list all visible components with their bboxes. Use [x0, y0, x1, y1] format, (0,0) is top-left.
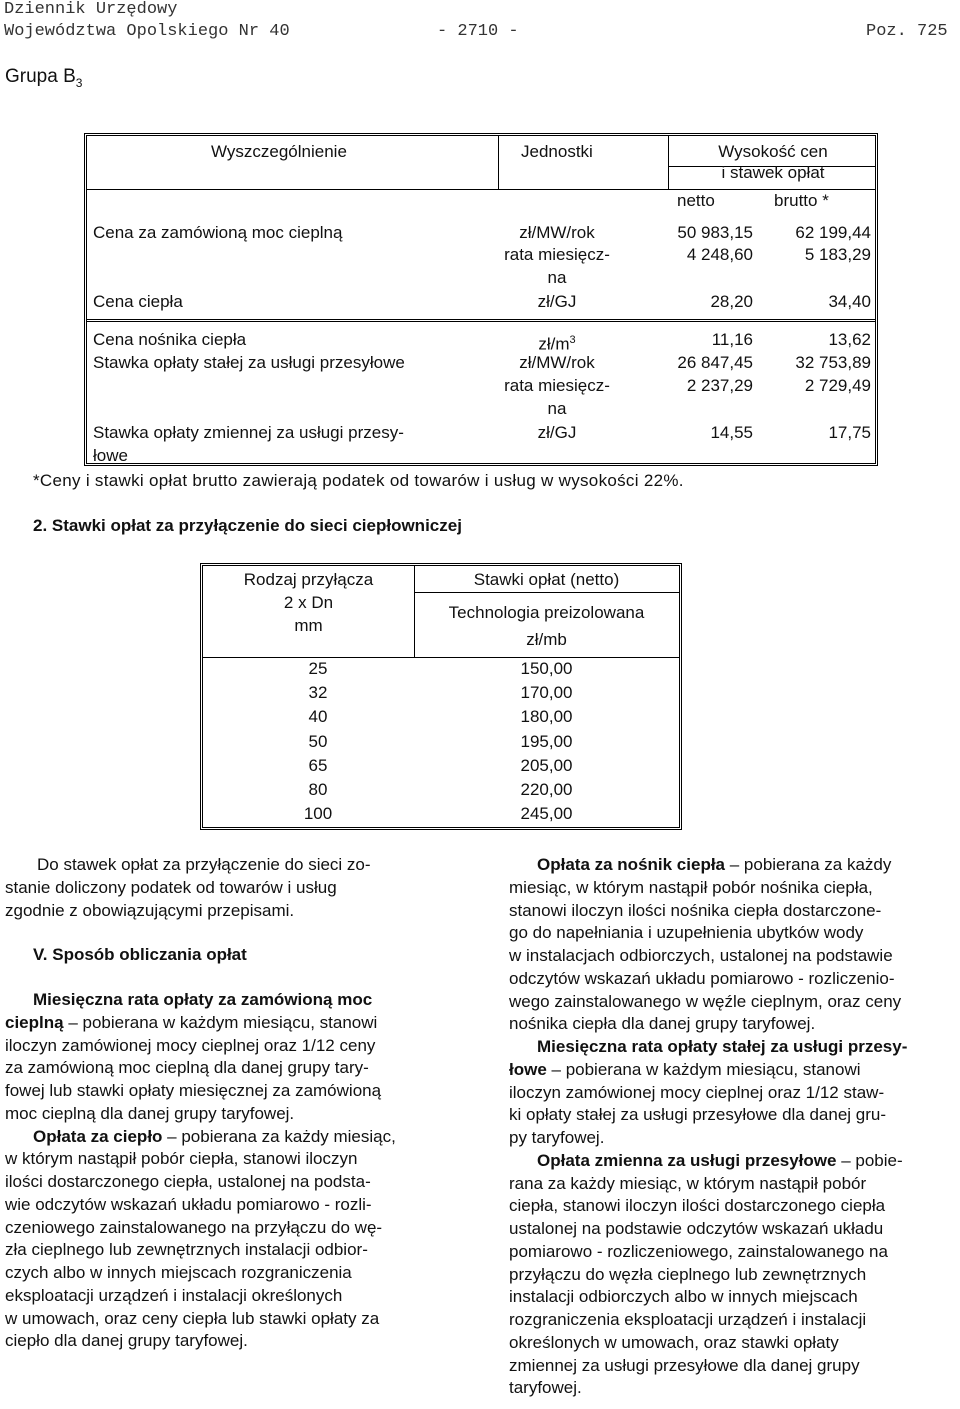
price-value: 205,00	[520, 756, 573, 775]
header-unit: zł/mb	[526, 630, 567, 649]
row-netto: 14,55	[710, 423, 753, 442]
header-price-2: i stawek opłat	[721, 163, 825, 182]
row-name: łowe	[93, 446, 128, 465]
header-price-1: Wysokość cen	[718, 142, 828, 161]
row-unit: rata miesięcz-	[504, 245, 610, 264]
row-brutto: 32 753,89	[795, 353, 871, 372]
paragraph-line: wie odczytów wskazań układu pomiarowo - rozli-	[5, 1194, 372, 1214]
row-brutto: 17,75	[828, 423, 871, 442]
row-brutto: 2 729,49	[804, 376, 871, 395]
dn-value: 80	[308, 780, 328, 799]
right-column	[509, 854, 958, 1400]
row-netto: 28,20	[710, 292, 753, 311]
header-brutto: brutto *	[774, 191, 829, 210]
paragraph-line: zła cieplnego lub zewnętrznych instalacji odbior-	[5, 1240, 368, 1260]
paragraph-line: przyłączu do węzła cieplnego lub zewnętrznych	[509, 1264, 867, 1284]
paragraph-line: cieplną – pobierana w każdym miesiącu, stanowi	[5, 1012, 378, 1032]
paragraph-line: określonych w umowach, oraz stawki opłaty	[509, 1332, 839, 1352]
paragraph-line: łowe – pobierana w każdym miesiącu, stanowi	[509, 1059, 861, 1079]
paragraph-line: ustalonej na podstawie odczytów wskazań układu	[509, 1219, 884, 1238]
price-value: 150,00	[520, 659, 573, 678]
paragraph-line: wego zainstalowanego w węźle cieplnym, oraz ceny	[509, 991, 902, 1011]
paragraph-line: ki opłaty stałej za usługi przesyłowe dla danej gru-	[509, 1105, 887, 1125]
row-netto: 4 248,60	[686, 245, 753, 264]
paragraph-line: ciepło dla danej grupy taryfowej.	[5, 1331, 248, 1351]
row-netto: 50 983,15	[677, 223, 753, 242]
paragraph-line: Opłata za nośnik ciepła – pobierana za każdy	[537, 855, 892, 874]
row-name: Stawka opłaty stałej za usługi przesyłowe	[93, 353, 405, 372]
paragraph-line: iloczyn zamówionej mocy cieplnej oraz 1/12 staw-	[509, 1082, 885, 1102]
row-brutto: 5 183,29	[804, 245, 871, 264]
paragraph-line: miesiąc, w którym nastąpił pobór nośnika ciepła,	[509, 877, 873, 897]
header-type: Rodzaj przyłącza	[243, 570, 374, 589]
paragraph-line: czeniowego zainstalowanego na przyłączu do wę-	[5, 1217, 383, 1237]
paragraph-line: moc cieplną dla danej grupy taryfowej.	[5, 1103, 295, 1123]
price-value: 180,00	[520, 707, 573, 726]
paragraph-line: zmiennej za usługi przesyłowe dla danej grupy	[509, 1355, 860, 1375]
row-unit: na	[547, 399, 567, 418]
paragraph-line: go do napełniania i uzupełnienia ubytków wody	[509, 923, 864, 943]
dn-value: 40	[308, 707, 328, 726]
row-netto: 2 237,29	[686, 376, 753, 395]
header-rates: Stawki opłat (netto)	[473, 570, 620, 589]
paragraph-line: Opłata za ciepło – pobierana za każdy miesiąc,	[33, 1126, 396, 1146]
paragraph-line: taryfowej.	[509, 1378, 582, 1398]
tariff-table	[84, 133, 878, 466]
paragraph-line: py taryfowej.	[509, 1128, 605, 1147]
table-footnote: *Ceny i stawki opłat brutto zawierają podatek od towarów i usług w wysokości 22%.	[33, 471, 684, 490]
paragraph-line: pomiarowo - rozliczeniowego, zainstalowanego na	[509, 1241, 888, 1261]
dn-value: 32	[308, 683, 328, 702]
page-number: - 2710 -	[437, 22, 519, 41]
left-column	[5, 854, 454, 1353]
row-netto: 11,16	[711, 330, 753, 349]
paragraph-line: eksploatacji urządzeń i instalacji określonych	[5, 1285, 343, 1305]
paragraph-line: fowej lub stawki opłaty miesięcznej za zamówioną	[5, 1081, 382, 1100]
paragraph-line: Miesięczna rata opłaty stałej za usługi przesy-	[537, 1037, 908, 1056]
row-name: Cena ciepła	[93, 292, 183, 311]
row-unit: zł/MW/rok	[519, 223, 595, 242]
price-value: 220,00	[520, 780, 573, 799]
row-unit: $zł/m^3$	[538, 334, 576, 354]
dn-value: 65	[308, 756, 328, 775]
header-type: 2 x Dn	[283, 593, 334, 612]
row-name: Cena nośnika ciepła	[93, 330, 247, 349]
price-value: 195,00	[520, 732, 573, 751]
price-value: 170,00	[520, 683, 573, 702]
paragraph-line: iloczyn zamówionej mocy cieplnej oraz 1/12 ceny	[5, 1035, 376, 1055]
paragraph-line: w którym nastąpił pobór ciepła, stanowi iloczyn	[5, 1149, 358, 1169]
position-number: Poz. 725	[866, 22, 948, 41]
row-name: Cena za zamówioną moc cieplną	[93, 223, 343, 242]
header-description: Wyszczególnienie	[211, 142, 347, 161]
journal-issue: Województwa Opolskiego Nr 40	[4, 22, 290, 41]
header-netto: netto	[677, 191, 715, 210]
connection-fees-table	[200, 563, 682, 830]
row-unit: zł/GJ	[537, 292, 577, 311]
price-value: 245,00	[520, 804, 573, 823]
paragraph-line: odczytów wskazań układu pomiarowo - rozliczenio-	[509, 968, 895, 988]
header-technology: Technologia preizolowana	[448, 603, 645, 622]
paragraph-line: stanowi iloczyn ilości nośnika ciepła dostarczone-	[509, 900, 882, 920]
section-title: 2. Stawki opłat za przyłączenie do sieci ciepłowniczej	[33, 516, 462, 535]
paragraph-line: instalacji odbiorczych albo w innych miejscach	[509, 1287, 858, 1307]
row-netto: 26 847,45	[677, 353, 753, 372]
paragraph-line: Do stawek opłat za przyłączenie do sieci zo-	[37, 855, 371, 874]
header-type: mm	[294, 616, 323, 635]
paragraph-line: za zamówioną moc cieplną dla danej grupy tary-	[5, 1058, 369, 1078]
paragraph-line: w umowach, oraz ceny ciepła lub stawki opłaty za	[5, 1308, 380, 1328]
row-brutto: 34,40	[828, 292, 871, 311]
dn-value: 100	[303, 804, 333, 823]
paragraph-line: w instalacjach odbiorczych, ustalonej na podstawie	[509, 946, 893, 965]
row-brutto: 62 199,44	[795, 223, 871, 242]
row-brutto: 13,62	[828, 330, 871, 349]
section-heading: V. Sposób obliczania opłat	[33, 945, 247, 965]
paragraph-line: Opłata zmienna za usługi przesyłowe – pobie-	[537, 1150, 903, 1170]
paragraph-line: nośnika ciepła dla danej grupy taryfowej.	[509, 1014, 816, 1034]
paragraph-line: czych albo w innych miejscach rozgraniczenia	[5, 1263, 352, 1282]
paragraph-line: rana za każdy miesiąc, w którym nastąpił pobór	[509, 1173, 867, 1193]
row-unit: zł/MW/rok	[519, 353, 595, 372]
header-unit: Jednostki	[521, 142, 593, 161]
group-label: Grupa $B_3$	[5, 66, 83, 90]
paragraph-line: ilości dostarczonego ciepła, ustalonej na podsta-	[5, 1172, 371, 1191]
row-name: Stawka opłaty zmiennej za usługi przesy-	[93, 423, 404, 442]
dn-value: 25	[308, 659, 328, 678]
paragraph-line: Miesięczna rata opłaty za zamówioną moc	[33, 990, 373, 1009]
journal-title: Dziennik Urzędowy	[4, 0, 178, 19]
paragraph-line: stanie doliczony podatek od towarów i usług	[5, 877, 337, 897]
row-unit: rata miesięcz-	[504, 376, 610, 395]
paragraph-line: ciepła, stanowi iloczyn ilości dostarczonego ciepła	[509, 1196, 886, 1216]
paragraph-line: zgodnie z obowiązującymi przepisami.	[5, 900, 295, 920]
dn-value: 50	[308, 732, 328, 751]
paragraph-line: rozgraniczenia eksploatacji urządzeń i instalacji	[509, 1310, 867, 1329]
row-unit: zł/GJ	[537, 423, 577, 442]
row-unit: na	[547, 268, 567, 287]
